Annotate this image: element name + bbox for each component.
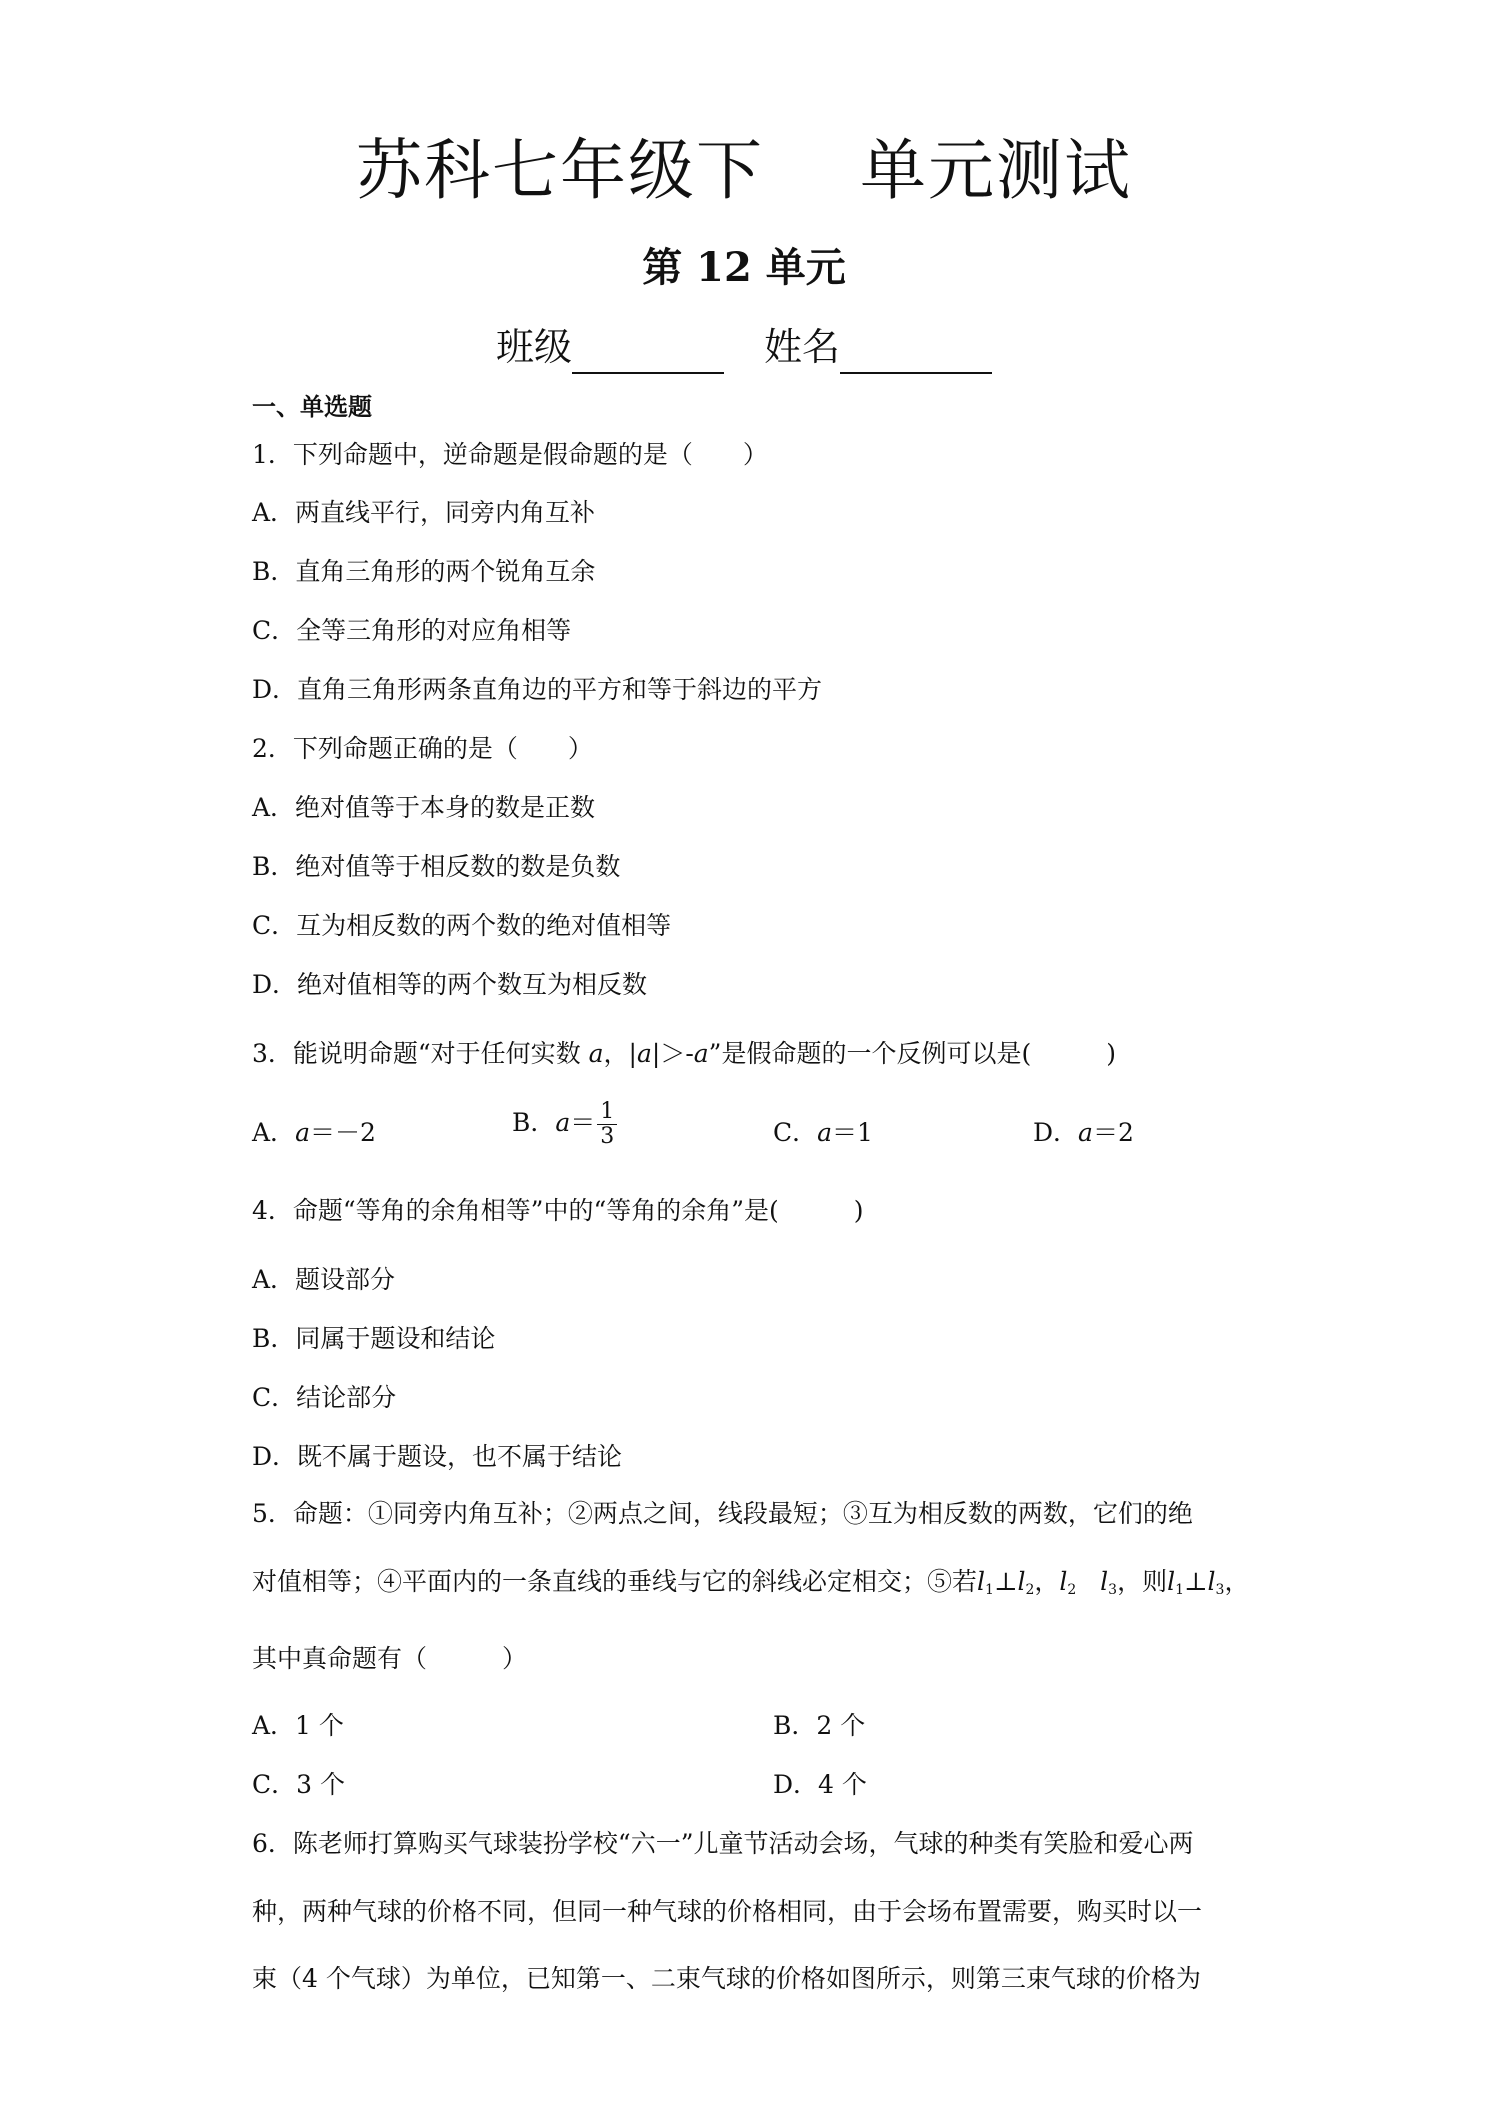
q3-stem: 3．能说明命题“对于任何实数 a，|a|＞-a”是假命题的一个反例可以是( ) — [252, 1039, 1116, 1068]
q3-option-d: D．a＝2 — [1033, 1118, 1134, 1147]
q1-option-a: A．两直线平行，同旁内角互补 — [252, 498, 596, 527]
q5-stem-line1: 5．命题：①同旁内角互补；②两点之间，线段最短；③互为相反数的两数，它们的绝 — [252, 1499, 1193, 1528]
q4-option-c: C．结论部分 — [252, 1383, 397, 1412]
q1-option-b: B．直角三角形的两个锐角互余 — [252, 557, 596, 586]
q6-stem-line2: 种，两种气球的价格不同，但同一种气球的价格相同，由于会场布置需要，购买时以一 — [252, 1897, 1203, 1926]
q2-option-d: D．绝对值相等的两个数互为相反数 — [252, 970, 648, 999]
q5-stem-line3: 其中真命题有（ ） — [252, 1644, 528, 1673]
q2-option-c: C．互为相反数的两个数的绝对值相等 — [252, 911, 672, 940]
q4-stem: 4．命题“等角的余角相等”中的“等角的余角”是( ) — [252, 1196, 864, 1225]
q3-option-a: A．a＝－2 — [252, 1118, 376, 1147]
q4-option-b: B．同属于题设和结论 — [252, 1324, 496, 1353]
title-left: 苏科七年级下 — [356, 132, 764, 209]
q2-option-b: B．绝对值等于相反数的数是负数 — [252, 852, 621, 881]
q4-option-a: A．题设部分 — [252, 1265, 396, 1294]
q2-stem: 2．下列命题正确的是（ ） — [252, 734, 593, 763]
q4-option-d: D．既不属于题设，也不属于结论 — [252, 1442, 623, 1471]
name-label: 姓名 — [764, 325, 841, 369]
name-blank[interactable] — [840, 332, 992, 374]
q5-option-c: C．3 个 — [252, 1770, 345, 1799]
student-fields — [0, 320, 1488, 374]
class-label: 班级 — [495, 325, 572, 369]
q5-stem-line2: 对值相等；④平面内的一条直线的垂线与它的斜线必定相交；⑤若$l_1\perp l_2$，$l_2$ $l_3$，则$l_1\perp l_3$， — [252, 1567, 1250, 1598]
title-right: 单元测试 — [860, 132, 1132, 209]
q2-option-a: A．绝对值等于本身的数是正数 — [252, 793, 596, 822]
q1-stem: 1．下列命题中，逆命题是假命题的是（ ） — [252, 440, 768, 469]
q1-option-c: C．全等三角形的对应角相等 — [252, 616, 572, 645]
q6-stem-line1: 6．陈老师打算购买气球装扮学校“六一”儿童节活动会场，气球的种类有笑脸和爱心两 — [252, 1829, 1194, 1858]
class-blank[interactable] — [572, 332, 724, 374]
page-title — [0, 126, 1488, 216]
q3-option-b: B．a＝ $\frac{1}{3}$ — [512, 1100, 617, 1149]
q5-option-a: A．1 个 — [252, 1711, 344, 1740]
q3-option-c: C．a＝1 — [773, 1118, 873, 1147]
q5-option-d: D．4 个 — [773, 1770, 867, 1799]
q5-option-b: B．2 个 — [773, 1711, 866, 1740]
unit-title: 第 12 单元 — [642, 244, 846, 291]
fraction-one-third: $\frac{1}{3}$ — [597, 1100, 617, 1149]
q6-stem-line3: 束（4 个气球）为单位，已知第一、二束气球的价格如图所示，则第三束气球的价格为 — [252, 1964, 1201, 1993]
q1-option-d: D．直角三角形两条直角边的平方和等于斜边的平方 — [252, 675, 823, 704]
section-heading: 一、单选题 — [252, 392, 372, 421]
